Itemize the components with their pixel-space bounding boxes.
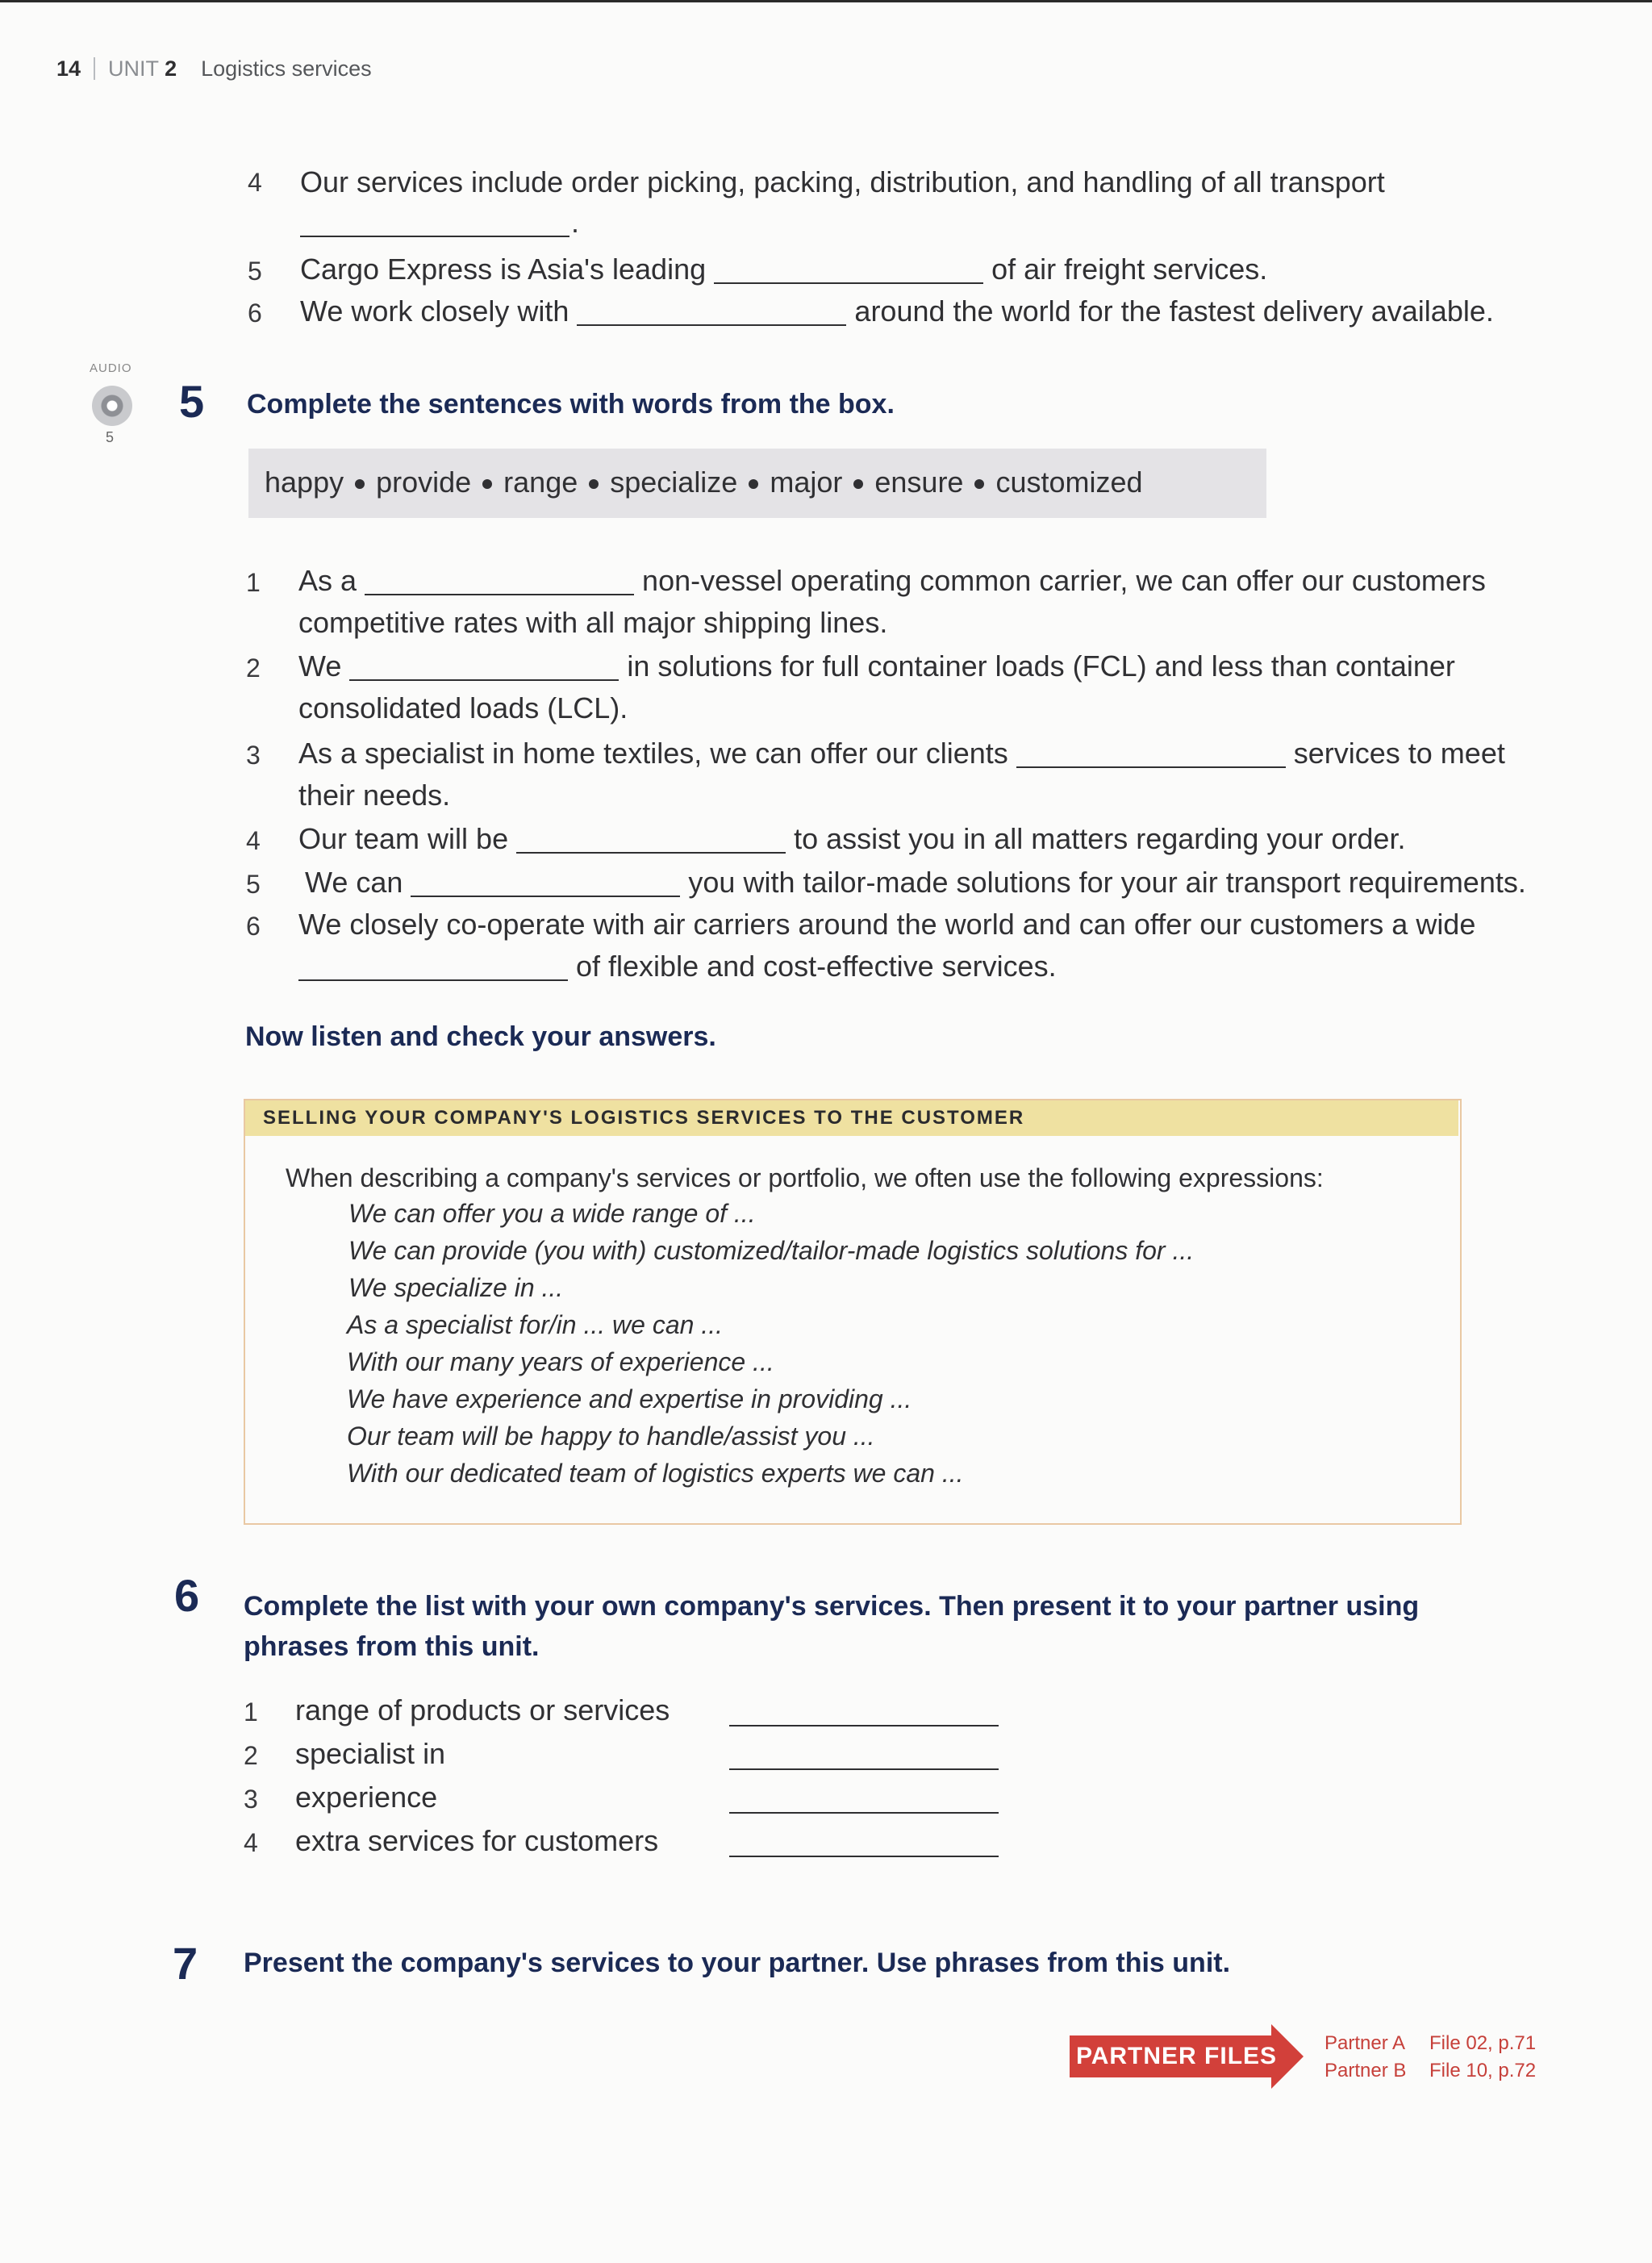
list-item-label: range of products or services [295, 1693, 670, 1726]
exercise-number: 6 [174, 1570, 200, 1621]
list-item-label: experience [295, 1781, 438, 1814]
bullet-icon [974, 479, 984, 489]
page-number: 14 [56, 56, 81, 81]
answer-blank[interactable] [729, 1812, 999, 1814]
partner-b-label: Partner B [1325, 2060, 1407, 2081]
expression: Our team will be happy to handle/assist you ... [347, 1422, 875, 1451]
item-text: We can you with tailor-made solutions for your air transport requirements. [305, 866, 1526, 899]
bullet-icon [355, 479, 365, 489]
item-text: Our team will be to assist you in all matters regarding your order. [298, 822, 1406, 855]
item-number: 5 [246, 870, 261, 899]
answer-blank[interactable] [298, 955, 568, 981]
item-text: We in solutions for full container loads (FCL) and less than container [298, 649, 1455, 683]
listen-instruction: Now listen and check your answers. [245, 1021, 716, 1052]
bullet-icon [749, 479, 758, 489]
list-item-number: 4 [244, 1828, 258, 1857]
prev-item-number: 6 [248, 299, 262, 328]
answer-blank[interactable] [1016, 742, 1286, 768]
prev-item-text: Our services include order picking, packing, distribution, and handling of all transport [300, 165, 1385, 198]
answer-blank[interactable] [729, 1725, 999, 1726]
item-number: 4 [246, 826, 261, 855]
list-item-number: 2 [244, 1741, 258, 1770]
word: provide [376, 466, 472, 499]
answer-blank[interactable] [729, 1856, 999, 1857]
word: range [503, 466, 578, 499]
expression: We specialize in ... [348, 1273, 564, 1302]
answer-blank[interactable] [714, 258, 983, 284]
item-text-cont: consolidated loads (LCL). [298, 691, 628, 724]
item-number: 6 [246, 912, 261, 941]
item-number: 1 [246, 568, 261, 597]
word: happy [265, 466, 344, 499]
page-header [56, 56, 372, 81]
item-text: We closely co-operate with air carriers around the world and can offer our customers a wide [298, 908, 1476, 941]
answer-blank[interactable] [365, 570, 634, 595]
word-box-words [265, 463, 1143, 502]
expression: We can provide (you with) customized/tailor-made logistics solutions for ... [348, 1236, 1195, 1265]
expression: We have experience and expertise in providing ... [347, 1384, 912, 1413]
word: major [770, 466, 843, 499]
expression: With our many years of experience ... [347, 1347, 774, 1376]
list-item-label: specialist in [295, 1737, 446, 1770]
unit-label: UNIT 2 [108, 56, 177, 81]
answer-blank[interactable] [729, 1768, 999, 1770]
word: ensure [874, 466, 964, 499]
partner-a-file[interactable]: File 02, p.71 [1429, 2032, 1537, 2054]
audio-track-number: 5 [106, 429, 115, 445]
prev-item-text: We work closely with around the world for the fastest delivery available. [300, 294, 1494, 328]
answer-blank[interactable] [577, 300, 846, 326]
audio-label: AUDIO [90, 361, 132, 375]
section-title: Logistics services [201, 56, 372, 81]
partner-b-file[interactable]: File 10, p.72 [1429, 2060, 1537, 2081]
answer-blank[interactable] [516, 828, 786, 854]
prev-item-number: 5 [248, 257, 262, 286]
answer-blank[interactable] [411, 871, 680, 897]
tip-intro: When describing a company's services or portfolio, we often use the following expressions: [286, 1163, 1324, 1192]
audio-cd-icon[interactable] [92, 386, 132, 426]
answer-blank[interactable] [300, 211, 569, 237]
tip-box-title: SELLING YOUR COMPANY'S LOGISTICS SERVICES TO THE CUSTOMER [263, 1107, 1025, 1129]
item-text-cont: their needs. [298, 779, 451, 812]
item-number: 2 [246, 653, 261, 683]
list-item-number: 3 [244, 1785, 258, 1814]
item-text-cont: competitive rates with all major shipping lines. [298, 606, 888, 639]
exercise-instruction: Complete the list with your own company's services. Then present it to your partner using [244, 1591, 1420, 1622]
item-text: As a non-vessel operating common carrier, we can offer our customers [298, 564, 1486, 597]
exercise-number: 7 [173, 1938, 198, 1989]
prev-item-number: 4 [248, 168, 262, 197]
bullet-icon [853, 479, 863, 489]
exercise-instruction: Present the company's services to your partner. Use phrases from this unit. [244, 1948, 1231, 1978]
list-item-label: extra services for customers [295, 1824, 659, 1857]
answer-blank[interactable] [349, 655, 619, 681]
exercise-instruction: phrases from this unit. [244, 1631, 540, 1662]
prev-item-text: Cargo Express is Asia's leading of air freight services. [300, 253, 1268, 286]
partner-a-label: Partner A [1325, 2032, 1406, 2054]
bullet-icon [589, 479, 599, 489]
list-item-number: 1 [244, 1697, 258, 1726]
prev-item-line: . [300, 205, 579, 240]
item-text-cont: of flexible and cost-effective services. [298, 949, 1057, 984]
partner-files-label: PARTNER FILES [1075, 2043, 1278, 2069]
word: customized [995, 466, 1143, 499]
exercise-instruction: Complete the sentences with words from the box. [247, 389, 895, 420]
top-rule [0, 0, 1652, 2]
item-text: As a specialist in home textiles, we can offer our clients services to meet [298, 737, 1505, 770]
word: specialize [610, 466, 738, 499]
bullet-icon [482, 479, 492, 489]
expression: With our dedicated team of logistics experts we can ... [347, 1459, 964, 1488]
expression: We can offer you a wide range of ... [348, 1199, 756, 1228]
exercise-number: 5 [179, 376, 205, 427]
item-number: 3 [246, 741, 261, 770]
header-divider [94, 57, 95, 80]
expression: As a specialist for/in ... we can ... [347, 1310, 723, 1339]
